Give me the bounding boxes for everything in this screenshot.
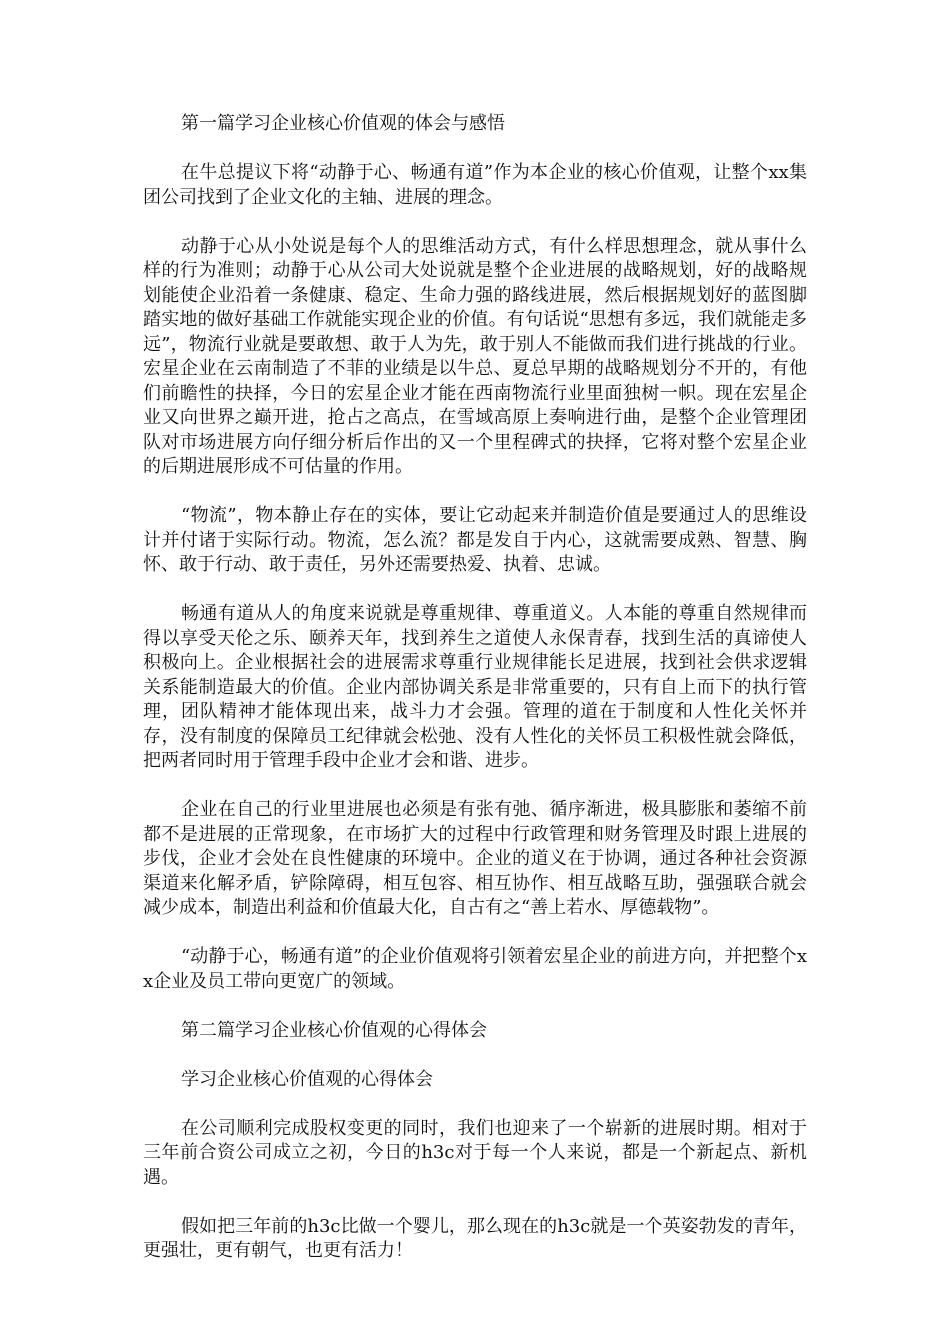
- paragraph: 动静于心从小处说是每个人的思维活动方式，有什么样思想理念，就从事什么样的行为准则；动静于心从公司大处说就是整个企业进展的战略规划，好的战略规划能使企业沿着一条健康、稳定、生命力强的路线进展，然后根据规划好的蓝图脚踏实地的做好基础工作就能实现企业的价值。有句话说“思想有多远，我们就能走多远”，物流行业就是要敢想、敢于人为先，敢于别人不能做而我们进行挑战的行业。宏星企业在云南制造了不菲的业绩是以牛总、夏总早期的战略规划分不开的，有他们前瞻性的抉择，今日的宏星企业才能在西南物流行业里面独树一帜。现在宏星企业又向世界之巅开进，抢占之高点，在雪域高原上奏响进行曲，是整个企业管理团队对市场进展方向仔细分析后作出的又一个里程碑式的抉择，它将对整个宏星企业的后期进展形成不可估量的作用。: [143, 235, 807, 477]
- article-title-2: 第二篇学习企业核心价值观的心得体会: [181, 1019, 487, 1041]
- paragraph: 在公司顺利完成股权变更的同时，我们也迎来了一个崭新的进展时期。相对于三年前合资公司成立之初，今日的h3c对于每一个人来说，都是一个新起点、新机遇。: [143, 1117, 807, 1188]
- paragraph: 在牛总提议下将“动静于心、畅通有道”作为本企业的核心价值观，让整个xx集团公司找到了企业文化的主轴、进展的理念。: [143, 162, 807, 208]
- paragraph: 假如把三年前的h3c比做一个婴儿，那么现在的h3c就是一个英姿勃发的青年，更强壮，更有朝气，也更有活力！: [143, 1215, 807, 1261]
- article-title-1: 第一篇学习企业核心价值观的体会与感悟: [181, 113, 505, 134]
- document-body: [143, 112, 807, 1288]
- paragraph: “动静于心，畅通有道”的企业价值观将引领着宏星企业的前进方向，并把整个xx企业及员工带向更宽广的领域。: [143, 946, 807, 992]
- paragraph: 畅通有道从人的角度来说就是尊重规律、尊重道义。人本能的尊重自然规律而得以享受天伦之乐、颐养天年，找到养生之道使人永保青春，找到生活的真谛使人积极向上。企业根据社会的进展需求尊重行业规律能长足进展，找到社会供求逻辑关系能制造最大的价值。企业内部协调关系是非常重要的，只有自上而下的执行管理，团队精神才能体现出来，战斗力才会强。管理的道在于制度和人性化关怀并存，没有制度的保障员工纪律就会松弛、没有人性化的关怀员工积极性就会降低，把两者同时用于管理手段中企业才会和谐、进步。: [143, 603, 807, 771]
- paragraph: 企业在自己的行业里进展也必须是有张有弛、循序渐进，极具膨胀和萎缩不前都不是进展的正常现象，在市场扩大的过程中行政管理和财务管理及时跟上进展的步伐，企业才会处在良性健康的环境中。企业的道义在于协调，通过各种社会资源渠道来化解矛盾，铲除障碍，相互包容、相互协作、相互战略互助，强强联合就会减少成本，制造出利益和价值最大化，自古有之“善上若水、厚德载物”。: [143, 799, 807, 918]
- article-subtitle: 学习企业核心价值观的心得体会: [181, 1068, 433, 1090]
- paragraph: “物流”，物本静止存在的实体，要让它动起来并制造价值是要通过人的思维设计并付诸于实际行动。物流，怎么流？都是发自于内心，这就需要成熟、智慧、胸怀、敢于行动、敢于责任，另外还需要热爱、执着、忠诚。: [143, 505, 807, 575]
